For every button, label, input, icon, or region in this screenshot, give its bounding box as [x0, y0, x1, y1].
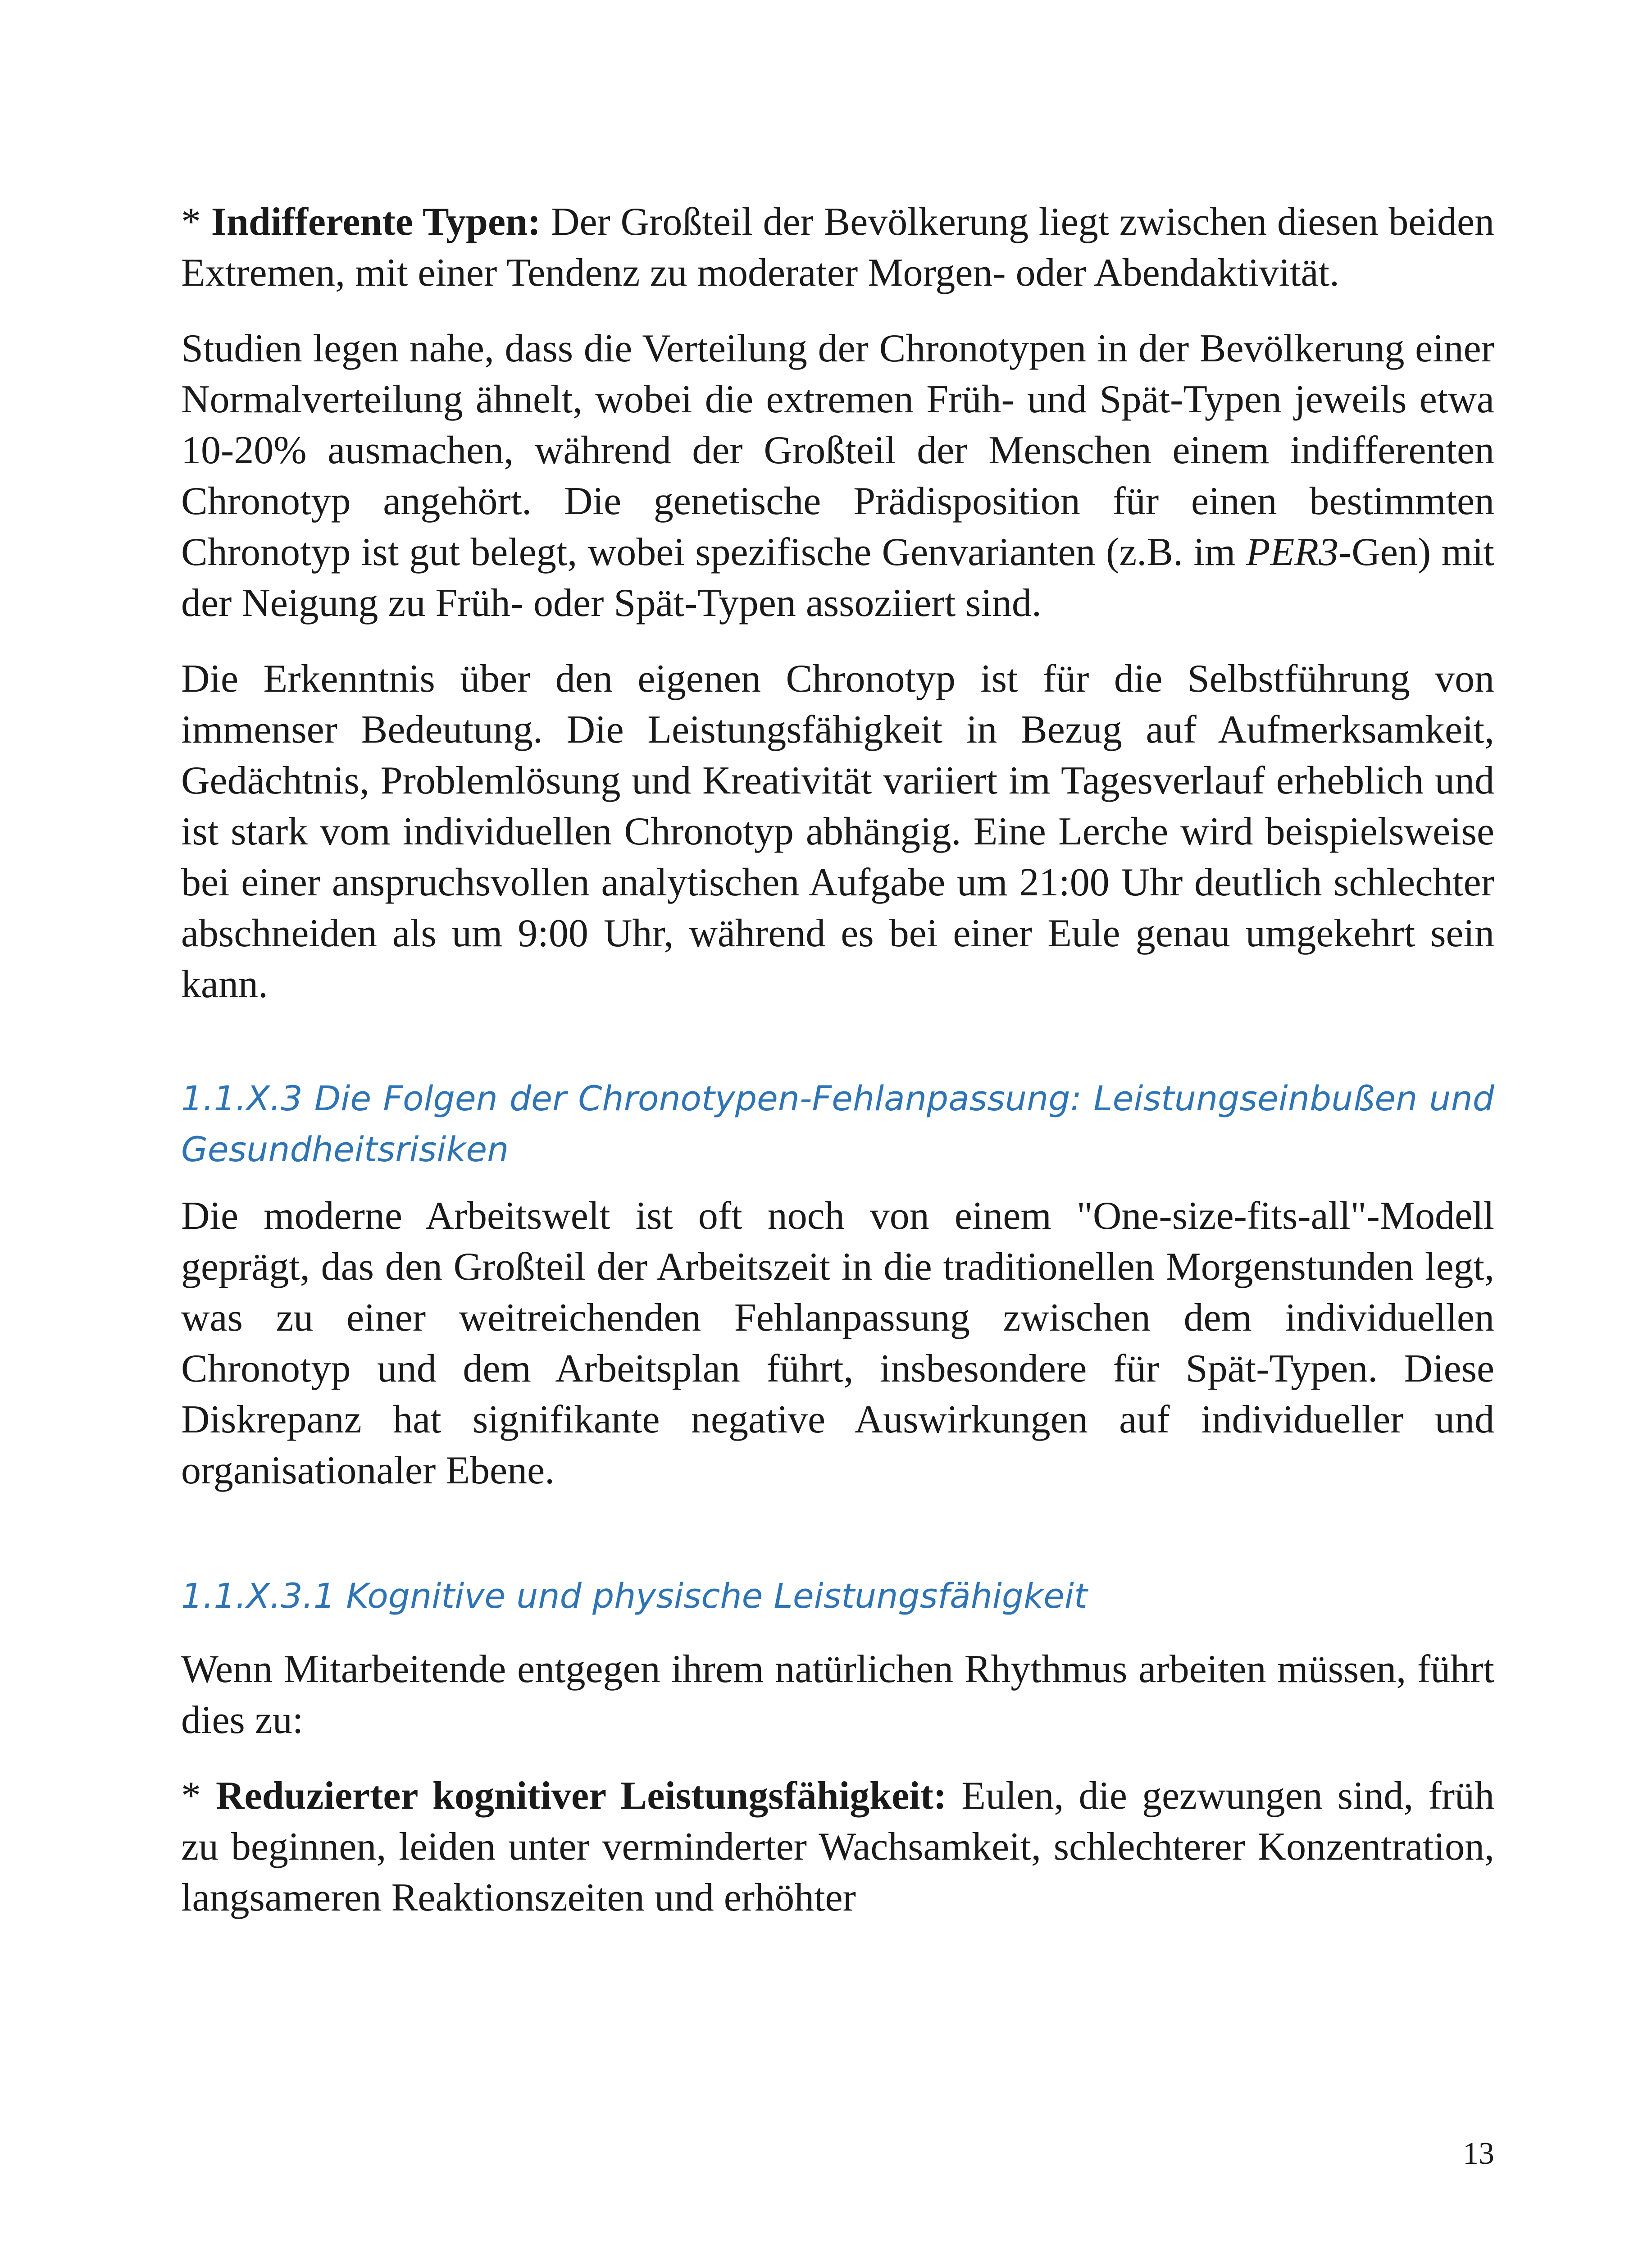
section-heading-consequences: 1.1.X.3 Die Folgen der Chronotypen-Fehlanpassung: Leistungseinbußen und Gesundheitsrisiken: [181, 1078, 1494, 1169]
paragraph-modern-workplace: Die moderne Arbeitswelt ist oft noch von einem "One-size-fits-all"-Modell geprägt, das den Großteil der Arbeitszeit in die traditionellen Morgenstunden legt, was zu einer weitreichenden Fehlanpassung zwischen dem individuellen Chronotyp und dem Arbeitsplan führt, insbesondere für Spät-Typen. Diese Diskrepanz hat signifikante negative Auswirkungen auf individueller und organisationaler Ebene.: [181, 1194, 1494, 1492]
bullet-term: Reduzierter kognitiver Leistungsfähigkeit:: [216, 1774, 947, 1818]
bullet-paragraph-cognitive-performance: [181, 1770, 1494, 1923]
gene-name: PER3: [1246, 530, 1338, 574]
paragraph-text-before: Studien legen nahe, dass die Verteilung der Chronotypen in der Bevölkerung einer Normalverteilung ähnelt, wobei die extremen Früh- und Spät-Typen jeweils etwa 10-20% ausmachen, während der Großteil der Menschen einem indifferenten Chronotyp angehört. Die genetische Prädisposition für einen bestimmten Chronotyp ist gut belegt, wobei spezifische Genvarianten (z.B. im: [181, 327, 1494, 574]
bullet-term: Indifferente Typen:: [211, 200, 541, 244]
page-number: 13: [1463, 2136, 1494, 2171]
paragraph-self-knowledge: Die Erkenntnis über den eigenen Chronotyp ist für die Selbstführung von immenser Bedeutung. Die Leistungsfähigkeit in Bezug auf Aufmerksamkeit, Gedächtnis, Problemlösung und Kreativität variiert im Tagesverlauf erheblich und ist stark vom individuellen Chronotyp abhängig. Eine Lerche wird beispielsweise bei einer anspruchsvollen analytischen Aufgabe um 21:00 Uhr deutlich schlechter abschneiden als um 9:00 Uhr, während es bei einer Eule genau umgekehrt sein kann.: [181, 657, 1494, 1006]
paragraph-intro-list: Wenn Mitarbeitende entgegen ihrem natürlichen Rhythmus arbeiten müssen, führt dies zu:: [181, 1647, 1494, 1742]
paragraph-distribution: [181, 323, 1494, 629]
bullet-paragraph-indifferent-types: [181, 196, 1494, 298]
paragraph-text-after: -Gen) mit der Neigung zu Früh- oder Spät-Typen assoziiert sind.: [181, 530, 1494, 625]
bullet-text: Der Großteil der Bevölkerung liegt zwischen diesen beiden Extremen, mit einer Tendenz zu moderater Morgen- oder Abendaktivität.: [181, 200, 1495, 295]
bullet-marker: *: [181, 1774, 216, 1818]
page-body: [181, 192, 1494, 1923]
bullet-marker: *: [181, 200, 211, 244]
bullet-text: Eulen, die gezwungen sind, früh zu beginnen, leiden unter verminderter Wachsamkeit, schlechterer Konzentration, langsameren Reaktionszeiten und erhöhter: [181, 1774, 1494, 1920]
subsection-heading-performance: 1.1.X.3.1 Kognitive und physische Leistungsfähigkeit: [181, 1576, 1088, 1616]
